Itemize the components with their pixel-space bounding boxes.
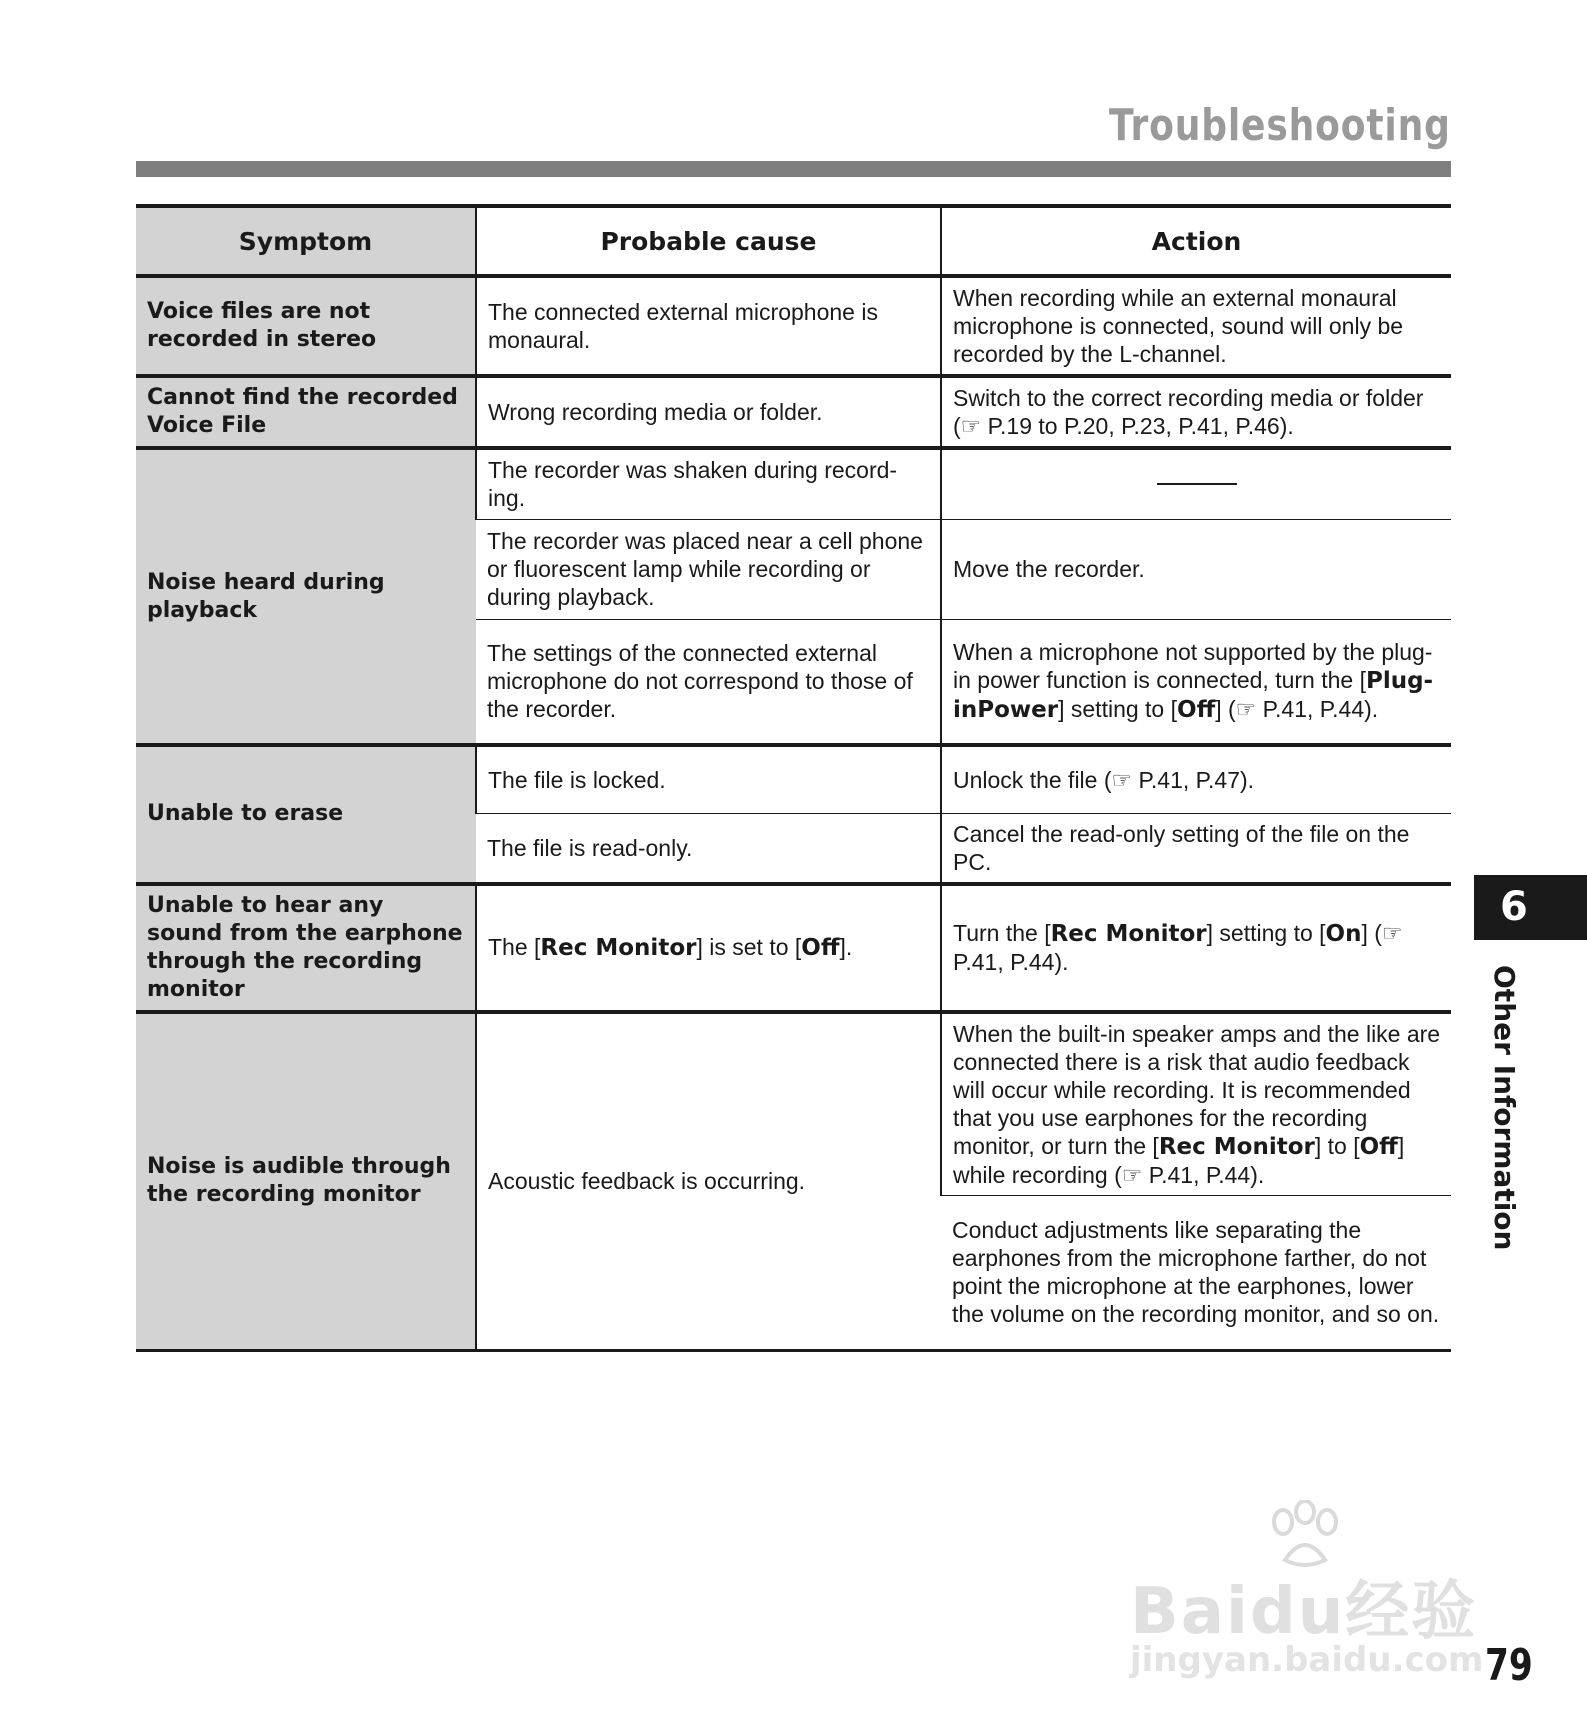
title-rule <box>136 161 1451 177</box>
action-cell: When recording while an external monaural microphone is connected, sound will only be recorded by the L-channel. <box>941 276 1451 376</box>
cause-cell: The file is locked. <box>476 745 941 813</box>
section-title: Troubleshooting <box>1109 100 1451 151</box>
action-cell: When a microphone not supported by the plug-in power function is connected, turn the [Plug-inPower] setting to [Off] (☞ P.41, P.44). <box>941 619 1451 745</box>
cause-cell: The [Rec Monitor] is set to [Off]. <box>476 884 941 1012</box>
table-row <box>136 884 1451 1012</box>
symptom-cell: Noise heard during playback <box>136 448 476 745</box>
action-cell: Unlock the file (☞ P.41, P.47). <box>941 745 1451 813</box>
baidu-watermark <box>1110 1500 1510 1700</box>
chapter-tab <box>1474 875 1587 940</box>
watermark-logo: Baidu经验 <box>1130 1575 1478 1649</box>
action-cell: Conduct adjustments like separating the earphones from the microphone farther, do not point the microphone at the earphones, lower the volume on the recording monitor, and so on. <box>941 1195 1451 1350</box>
table-row <box>136 448 1451 519</box>
page-number: 79 <box>1485 1640 1533 1691</box>
watermark-url: jingyan.baidu.com <box>1130 1640 1484 1680</box>
action-cell: Switch to the correct recording media or folder (☞ P.19 to P.20, P.23, P.41, P.46). <box>941 376 1451 448</box>
troubleshooting-table <box>136 204 1451 1352</box>
column-header-action: Action <box>941 206 1451 276</box>
symptom-cell: Unable to hear any sound from the earphone through the recording monitor <box>136 884 476 1012</box>
cause-cell: The connected external microphone is monaural. <box>476 276 941 376</box>
table-row <box>136 745 1451 813</box>
symptom-cell: Voice files are not recorded in stereo <box>136 276 476 376</box>
cause-cell: The file is read-only. <box>476 813 941 884</box>
symptom-cell: Noise is audible through the recording monitor <box>136 1012 476 1351</box>
table-row <box>136 376 1451 448</box>
table-row <box>136 276 1451 376</box>
column-header-cause: Probable cause <box>476 206 941 276</box>
action-cell: Turn the [Rec Monitor] setting to [On] (☞ P.41, P.44). <box>941 884 1451 1012</box>
action-cell: Move the recorder. <box>941 519 1451 619</box>
symptom-cell: Unable to erase <box>136 745 476 884</box>
cause-cell: The recorder was shaken during record-ing. <box>476 448 941 519</box>
cause-cell: Wrong recording media or folder. <box>476 376 941 448</box>
cause-cell: Acoustic feedback is occurring. <box>476 1012 941 1351</box>
table-row <box>136 1012 1451 1196</box>
symptom-cell: Cannot find the recorded Voice File <box>136 376 476 448</box>
chapter-number: 6 <box>1500 884 1528 930</box>
cause-cell: The recorder was placed near a cell phone or fluorescent lamp while recording or during playback. <box>476 519 941 619</box>
action-cell <box>941 448 1451 519</box>
table-header-row <box>136 206 1451 276</box>
empty-action-dash <box>1157 483 1237 485</box>
column-header-symptom: Symptom <box>136 206 476 276</box>
action-cell: Cancel the read-only setting of the file on the PC. <box>941 813 1451 884</box>
chapter-label: Other Information <box>1488 965 1521 1251</box>
cause-cell: The settings of the connected external microphone do not correspond to those of the recorder. <box>476 619 941 745</box>
action-cell: When the built-in speaker amps and the like are connected there is a risk that audio feedback will occur while recording. It is recommended that you use earphones for the recording monitor, or turn the [Rec Monitor] to [Off] while recording (☞ P.41, P.44). <box>941 1012 1451 1196</box>
